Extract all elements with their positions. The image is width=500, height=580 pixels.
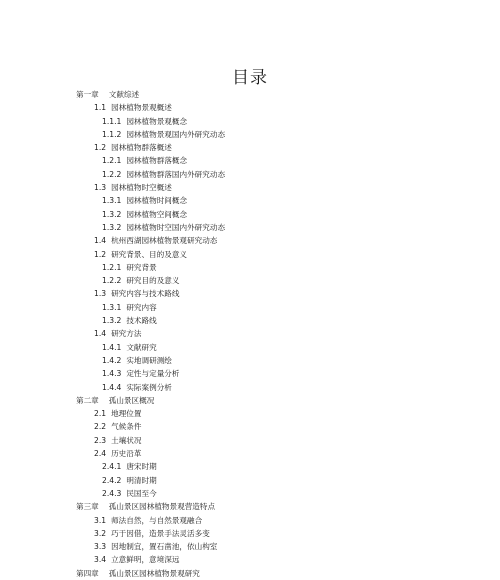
toc-entry-number: 2.3 xyxy=(94,435,107,445)
toc-entry[interactable] xyxy=(0,141,500,154)
toc-entry-text: 孤山景区园林植物景观研究 xyxy=(108,568,200,578)
toc-entry-text: 明清时期 xyxy=(126,475,157,485)
toc-entry-text: 园林植物时间概念 xyxy=(126,196,188,206)
toc-entry-number: 1.3.1 xyxy=(102,196,122,206)
toc-entry-number: 3.3 xyxy=(94,542,107,552)
toc-entry[interactable] xyxy=(0,194,500,207)
toc-title: 目录 xyxy=(232,68,268,88)
toc-entry-number: 3.2 xyxy=(94,528,107,538)
toc-entry[interactable] xyxy=(0,168,500,181)
toc-entry-number: 第一章 xyxy=(76,90,99,99)
toc-entry-number: 2.4.1 xyxy=(102,462,122,472)
toc-entry-number: 1.2.2 xyxy=(102,276,122,286)
toc-entry-text: 研究方法 xyxy=(111,329,142,339)
toc-entry[interactable] xyxy=(0,500,500,513)
toc-entry[interactable] xyxy=(0,567,500,580)
toc-entry-text: 研究目的及意义 xyxy=(126,276,180,286)
toc-entry[interactable] xyxy=(0,115,500,128)
toc-entry[interactable] xyxy=(0,301,500,314)
toc-entry[interactable] xyxy=(0,261,500,274)
toc-entry-number: 1.4.4 xyxy=(102,382,122,392)
toc-entry[interactable] xyxy=(0,88,500,101)
toc-entry[interactable] xyxy=(0,221,500,234)
toc-entry-text: 定性与定量分析 xyxy=(126,369,180,379)
toc-entry[interactable] xyxy=(0,527,500,540)
toc-entry[interactable] xyxy=(0,514,500,527)
toc-entry-number: 2.1 xyxy=(94,409,107,419)
toc-entry-number: 1.2 xyxy=(94,143,107,153)
toc-entry[interactable] xyxy=(0,234,500,247)
toc-entry-number: 1.3.2 xyxy=(102,209,122,219)
toc-entry-text: 研究内容与技术路线 xyxy=(111,289,180,299)
toc-entry-text: 巧于因借，造景手法灵活多变 xyxy=(111,528,210,538)
toc-entry-text: 园林植物景观概述 xyxy=(111,103,172,113)
toc-entry-text: 唐宋时期 xyxy=(126,462,157,472)
toc-entry-number: 1.2.2 xyxy=(102,169,122,179)
toc-entry-number: 1.4 xyxy=(94,329,107,339)
toc-entry[interactable] xyxy=(0,154,500,167)
toc-entry-text: 园林植物群落概念 xyxy=(126,156,188,166)
toc-entry-text: 园林植物景观概念 xyxy=(126,116,188,126)
toc-entry[interactable] xyxy=(0,128,500,141)
toc-entry-number: 1.1.2 xyxy=(102,129,122,139)
toc-entry-number: 1.2.1 xyxy=(102,262,122,272)
toc-entry[interactable] xyxy=(0,354,500,367)
toc-entry-number: 第二章 xyxy=(76,395,99,405)
toc-entry[interactable] xyxy=(0,420,500,433)
toc-entry[interactable] xyxy=(0,381,500,394)
toc-entry-number: 1.4.2 xyxy=(102,355,122,365)
toc-entry[interactable] xyxy=(0,101,500,114)
toc-entry[interactable] xyxy=(0,367,500,380)
toc-entry-text: 杭州西湖园林植物景观研究动态 xyxy=(111,236,218,246)
toc-entry[interactable] xyxy=(0,327,500,340)
toc-entry[interactable] xyxy=(0,287,500,300)
toc-entry-text: 历史沿革 xyxy=(111,449,142,459)
toc-entry-number: 3.1 xyxy=(94,515,107,525)
toc-entry[interactable] xyxy=(0,274,500,287)
toc-list xyxy=(0,88,500,580)
toc-entry-number: 1.2 xyxy=(94,249,107,259)
toc-entry-number: 第四章 xyxy=(76,568,99,578)
toc-entry-text: 研究背景、目的及意义 xyxy=(111,249,188,259)
toc-entry-text: 园林植物群落概述 xyxy=(111,143,172,153)
toc-entry-number: 3.4 xyxy=(94,555,107,565)
toc-entry[interactable] xyxy=(0,394,500,407)
toc-entry-text: 民国至今 xyxy=(126,488,157,498)
toc-entry[interactable] xyxy=(0,487,500,500)
toc-entry-number: 1.2.1 xyxy=(102,156,122,166)
toc-entry-number: 2.4.3 xyxy=(102,488,122,498)
toc-entry-text: 文献研究 xyxy=(126,342,157,352)
toc-entry-text: 实际案例分析 xyxy=(126,382,172,392)
toc-entry[interactable] xyxy=(0,447,500,460)
toc-entry-text: 园林植物空间概念 xyxy=(126,209,188,219)
toc-entry-number: 1.3 xyxy=(94,289,107,299)
toc-entry-number: 1.4.1 xyxy=(102,342,122,352)
toc-entry-number: 1.3.1 xyxy=(102,302,122,312)
toc-entry-text: 土壤状况 xyxy=(111,435,142,445)
toc-entry-number: 1.4.3 xyxy=(102,369,122,379)
toc-entry-text: 园林植物时空国内外研究动态 xyxy=(126,222,226,232)
toc-entry[interactable] xyxy=(0,540,500,553)
toc-entry-text: 因地制宜，置石凿池，依山构室 xyxy=(111,542,218,552)
toc-entry[interactable] xyxy=(0,341,500,354)
toc-entry-text: 园林植物时空概述 xyxy=(111,183,172,193)
toc-entry-text: 地理位置 xyxy=(111,409,142,419)
toc-entry-number: 1.4 xyxy=(94,236,107,246)
toc-entry-number: 1.3.2 xyxy=(102,222,122,232)
toc-entry[interactable] xyxy=(0,314,500,327)
toc-entry-text: 园林植物景观国内外研究动态 xyxy=(126,129,226,139)
toc-entry[interactable] xyxy=(0,474,500,487)
toc-entry[interactable] xyxy=(0,208,500,221)
toc-entry-number: 2.4 xyxy=(94,449,107,459)
toc-entry[interactable] xyxy=(0,553,500,566)
toc-entry-number: 1.1.1 xyxy=(102,116,122,126)
toc-entry-text: 孤山景区概况 xyxy=(108,395,155,405)
toc-entry-text: 园林植物群落国内外研究动态 xyxy=(126,169,226,179)
toc-entry-text: 立意鲜明，意境深远 xyxy=(111,555,180,565)
toc-entry-number: 1.3 xyxy=(94,183,107,193)
toc-entry[interactable] xyxy=(0,248,500,261)
toc-entry-text: 文献综述 xyxy=(108,90,140,99)
toc-entry[interactable] xyxy=(0,434,500,447)
toc-entry-number: 1.1 xyxy=(94,103,107,113)
toc-entry-text: 研究内容 xyxy=(126,302,157,312)
toc-entry[interactable] xyxy=(0,181,500,194)
toc-entry-number: 1.3.2 xyxy=(102,316,122,326)
toc-entry-text: 气候条件 xyxy=(111,422,142,432)
toc-entry-number: 2.2 xyxy=(94,422,107,432)
toc-entry-number: 2.4.2 xyxy=(102,475,122,485)
toc-entry-text: 研究背景 xyxy=(126,262,157,272)
toc-entry-text: 实地调研测绘 xyxy=(126,355,172,365)
toc-entry-number: 第三章 xyxy=(76,502,99,512)
toc-entry-text: 技术路线 xyxy=(126,316,157,326)
toc-entry-text: 师法自然，与自然景观融合 xyxy=(111,515,203,525)
toc-entry-text: 孤山景区园林植物景观营造特点 xyxy=(108,502,216,512)
toc-entry[interactable] xyxy=(0,407,500,420)
toc-entry[interactable] xyxy=(0,460,500,473)
